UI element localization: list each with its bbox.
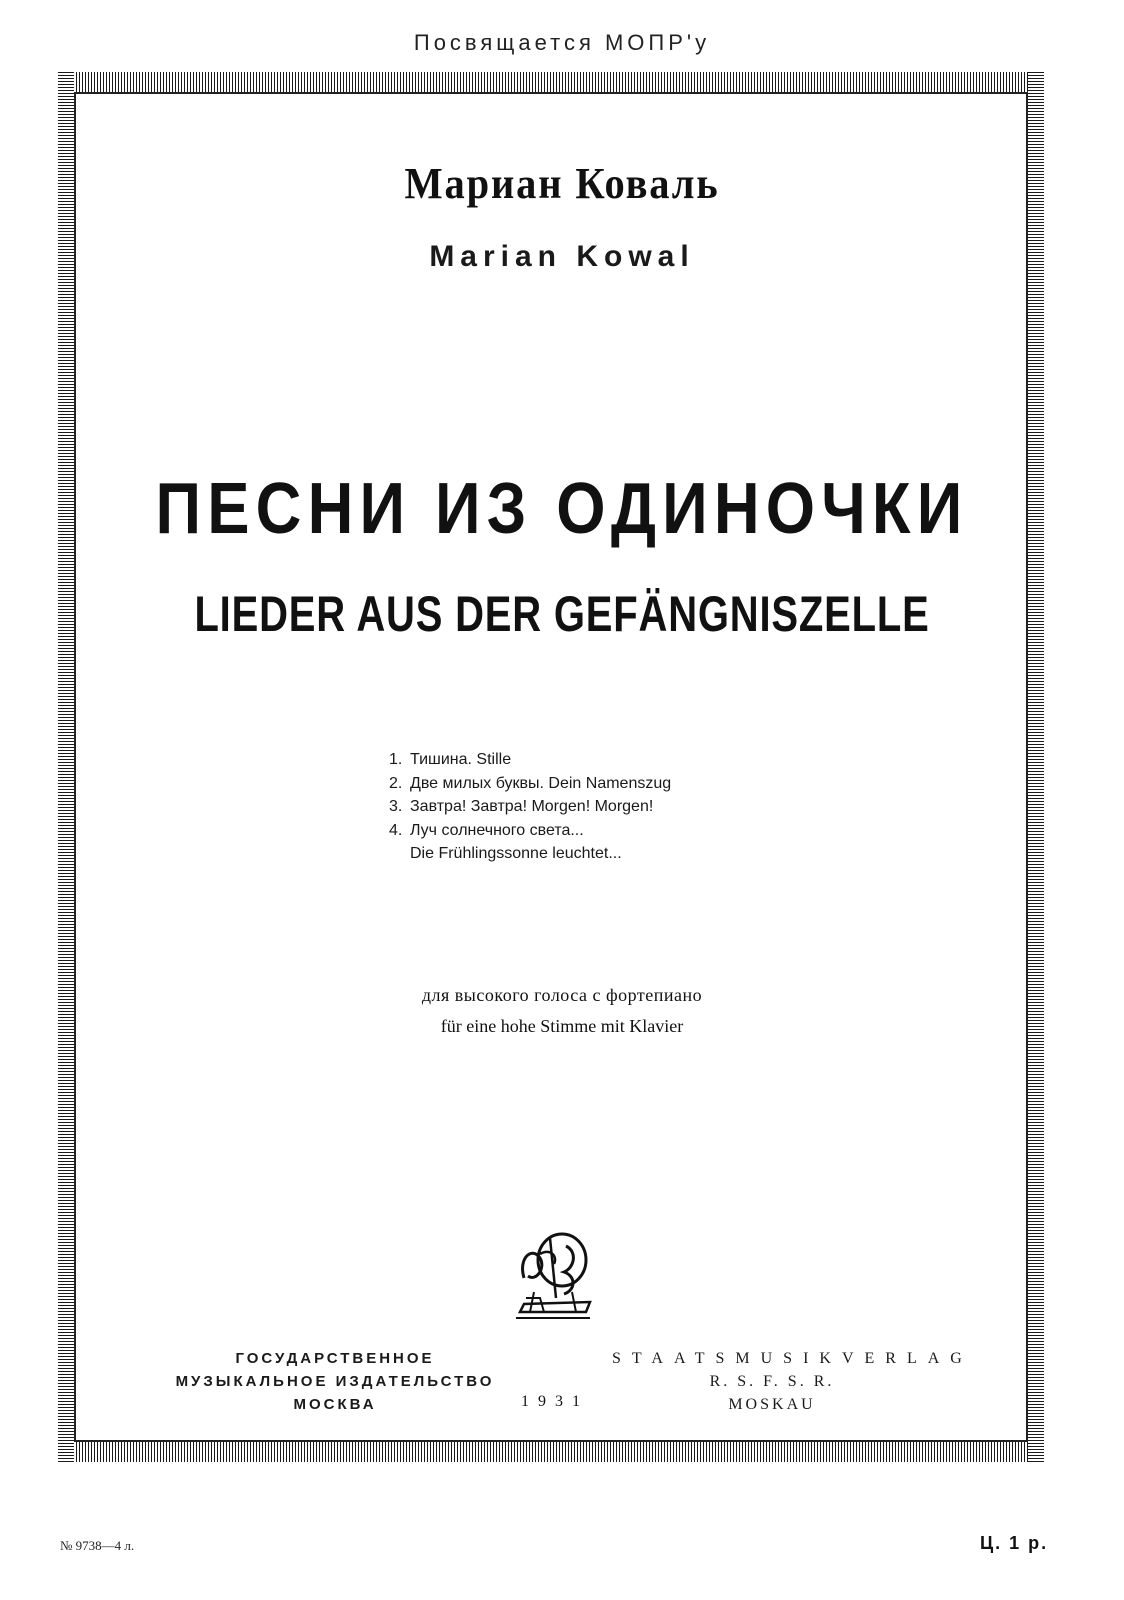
publication-year: 1931 [521, 1393, 589, 1410]
song-number: 2. [389, 774, 403, 792]
song-item [389, 819, 809, 843]
song-title: Луч солнечного света... [410, 821, 584, 839]
title-de: LIEDER AUS DER GEFÄNGNISZELLE [194, 586, 930, 642]
song-item [389, 772, 809, 796]
song-number: 4. [389, 821, 403, 839]
song-title: Тишина. Stille [410, 751, 512, 768]
publisher-de-line: STAATSMUSIKVERLAG [612, 1350, 973, 1367]
price: Ц. 1 р. [980, 1533, 1049, 1553]
catalog-number: № 9738—4 л. [60, 1538, 135, 1553]
publisher-de-line: MOSKAU [728, 1396, 816, 1413]
composer-name-ru: Мариан Коваль [404, 159, 720, 208]
song-item [389, 795, 809, 819]
publisher-ru [150, 1347, 520, 1416]
publisher-de-line: R. S. F. S. R. [709, 1373, 835, 1390]
song-title-continuation: Die Frühlingssonne leuchtet... [410, 845, 622, 862]
publisher-logo [510, 1228, 596, 1324]
voice-description-de: für eine hohe Stimme mit Klavier [440, 1016, 684, 1036]
song-item [389, 748, 809, 772]
song-title: Две милых буквы. Dein Namenszug [410, 774, 672, 792]
dedication: Посвящается МОПР'у [413, 30, 711, 55]
publisher-de [612, 1347, 973, 1416]
song-number: 1. [389, 751, 403, 768]
song-title: Завтра! Завтра! Morgen! Morgen! [410, 798, 654, 815]
publisher-ru-line: МОСКВА [293, 1396, 377, 1413]
publisher-ru-line: ГОСУДАРСТВЕННОЕ [235, 1350, 435, 1367]
song-number: 3. [389, 798, 403, 815]
song-list [389, 748, 809, 866]
composer-name-de: Marian Kowal [429, 240, 695, 273]
title-ru: ПЕСНИ ИЗ ОДИНОЧКИ [155, 469, 969, 549]
voice-description-ru: для высокого голоса с фортепиано [421, 985, 703, 1005]
publisher-ru-line: МУЗЫКАЛЬНОЕ ИЗДАТЕЛЬСТВО [175, 1373, 495, 1390]
